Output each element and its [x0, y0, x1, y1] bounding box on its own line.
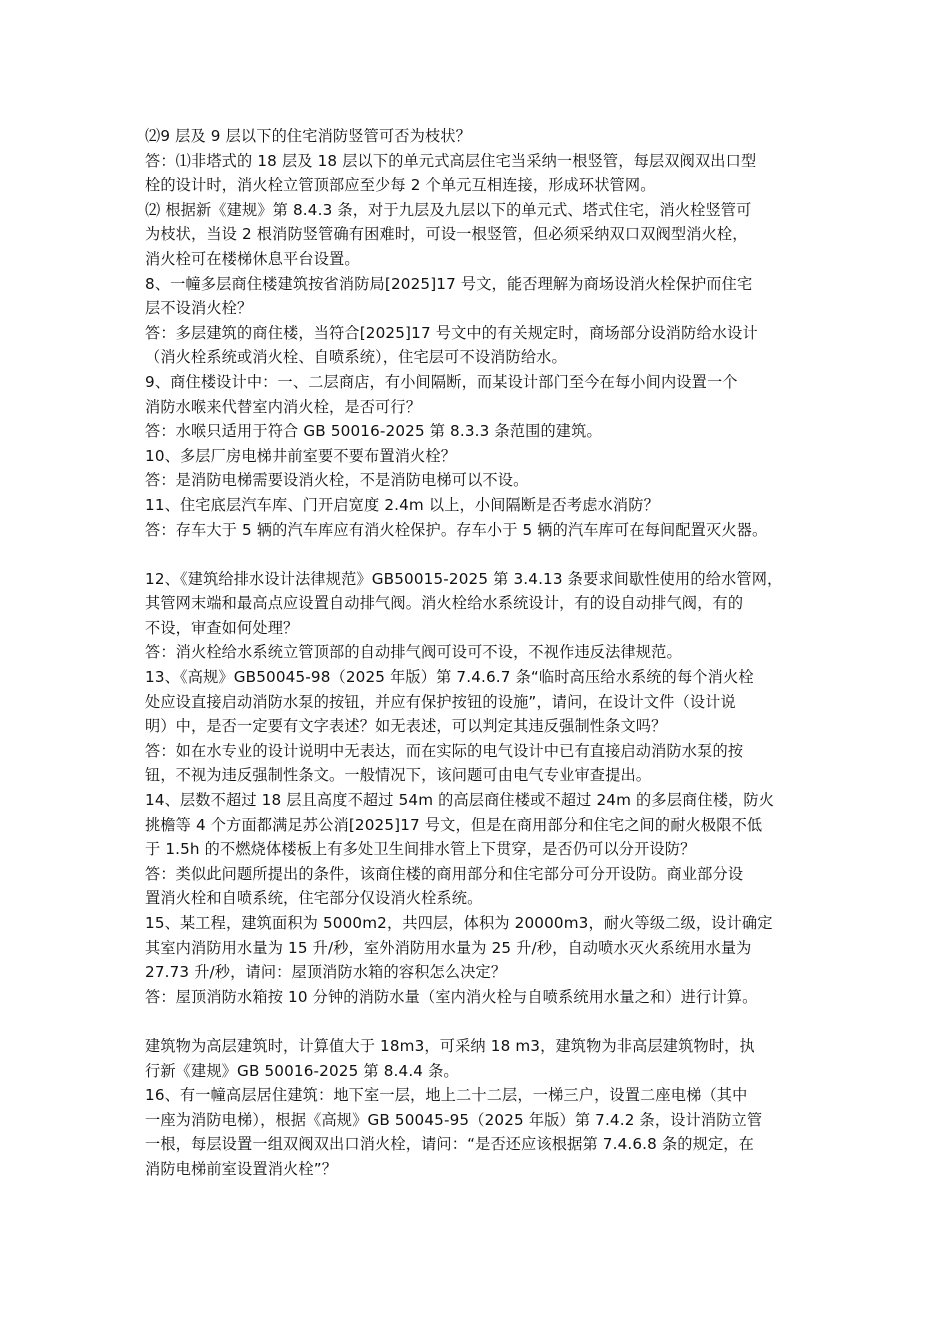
- answer-line: 答：水喉只适用于符合 GB 50016-2025 第 8.3.3 条范围的建筑。: [145, 422, 602, 441]
- text-line: 一根，每层设置一组双阀双出口消火栓，请问：“是否还应该根据第 7.4.6.8 条的规定，在: [145, 1135, 754, 1154]
- text-line: 挑檐等 4 个方面都满足苏公消[2025]17 号文，但是在商用部分和住宅之间的耐火极限不低: [145, 815, 763, 834]
- text-line: （消火栓系统或消火栓、自喷系统），住宅层可不设消防给水。: [145, 348, 567, 367]
- blank-line: [145, 1009, 825, 1034]
- text-line: 栓的设计时，消火栓立管顶部应至少每 2 个单元互相连接，形成环状管网。: [145, 176, 656, 195]
- text-line: 于 1.5h 的不燃烧体楼板上有多处卫生间排水管上下贯穿，是否仍可以分开设防？: [145, 840, 696, 859]
- text-line: 明）中，是否一定要有文字表述？如无表述，可以判定其违反强制性条文吗？: [145, 717, 667, 736]
- question-line: 9、商住楼设计中：一、二层商店，有小间隔断，而某设计部门至今在每小间内设置一个: [145, 372, 738, 391]
- text-line: 消防电梯前室设置消火栓”？: [145, 1159, 338, 1178]
- text-line: 置消火栓和自喷系统，住宅部分仅设消火栓系统。: [145, 889, 483, 908]
- question-line: 13、《高规》GB50045-98（2025 年版）第 7.4.6.7 条“临时高压给水系统的每个消火栓: [145, 668, 754, 687]
- text-line: ⑵9 层及 9 层以下的住宅消防竖管可否为枝状？: [145, 127, 471, 145]
- document-body: [145, 124, 825, 1182]
- text-line: ⑵ 根据新《建规》第 8.4.3 条，对于九层及九层以下的单元式、塔式住宅，消火栓竖管可: [145, 200, 752, 219]
- question-line: 12、《建筑给排水设计法律规范》GB50015-2025 第 3.4.13 条要求间歇性使用的给水管网，: [145, 569, 783, 588]
- answer-line: 答：如在水专业的设计说明中无表达，而在实际的电气设计中已有直接启动消防水泵的按: [145, 741, 744, 760]
- question-line: 15、某工程，建筑面积为 5000m2，共四层，体积为 20000m3，耐火等级二级，设计确定: [145, 914, 773, 932]
- answer-line: 答：是消防电梯需要设消火栓，不是消防电梯可以不设。: [145, 471, 529, 490]
- text-line: 钮，不视为违反强制性条文。一般情况下，该问题可由电气专业审查提出。: [145, 766, 652, 785]
- answer-line: 答：消火栓给水系统立管顶部的自动排气阀可设可不设，不视作违反法律规范。: [145, 643, 682, 662]
- text-line: 27.73 升/秒，请问：屋顶消防水箱的容积怎么决定？: [145, 963, 507, 982]
- text-line: 答：⑴非塔式的 18 层及 18 层以下的单元式高层住宅当采纳一根竖管，每层双阀双出口型: [145, 151, 757, 170]
- text-line: 其室内消防用水量为 15 升/秒，室外消防用水量为 25 升/秒，自动喷水灭火系统用水量为: [145, 938, 752, 957]
- answer-line: 答：多层建筑的商住楼，当符合[2025]17 号文中的有关规定时，商场部分设消防给水设计: [145, 323, 758, 342]
- text-line: 消火栓可在楼梯休息平台设置。: [145, 249, 360, 268]
- text-line: 行新《建规》GB 50016-2025 第 8.4.4 条。: [145, 1061, 459, 1080]
- blank-line: [145, 542, 825, 567]
- text-line: 建筑物为高层建筑时，计算值大于 18m3，可采纳 18 m3，建筑物为非高层建筑物时，执: [145, 1036, 755, 1055]
- question-line: 8、一幢多层商住楼建筑按省消防局[2025]17 号文，能否理解为商场设消火栓保护而住宅: [145, 274, 753, 293]
- answer-line: 答：存车大于 5 辆的汽车库应有消火栓保护。存车小于 5 辆的汽车库可在每间配置灭火器。: [145, 520, 768, 539]
- question-line: 14、层数不超过 18 层且高度不超过 54m 的高层商住楼或不超过 24m 的多层商住楼，防火: [145, 791, 775, 810]
- text-line: 为枝状，当设 2 根消防竖管确有困难时，可设一根竖管，但必须采纳双口双阀型消火栓，: [145, 225, 748, 244]
- text-line: 不设，审查如何处理？: [145, 618, 299, 637]
- text-line: 消防水喉来代替室内消火栓，是否可行？: [145, 397, 422, 416]
- text-line: 其管网末端和最高点应设置自动排气阀。消火栓给水系统设计，有的设自动排气阀，有的: [145, 594, 744, 613]
- text-line: 层不设消火栓？: [145, 299, 253, 318]
- question-line: 10、多层厂房电梯井前室要不要布置消火栓？: [145, 446, 457, 465]
- question-line: 16、有一幢高层居住建筑：地下室一层，地上二十二层，一梯三户，设置二座电梯（其中: [145, 1086, 748, 1105]
- text-line: 一座为消防电梯），根据《高规》GB 50045-95（2025 年版）第 7.4.2 条，设计消防立管: [145, 1110, 763, 1129]
- answer-line: 答：屋顶消防水箱按 10 分钟的消防水量（室内消火栓与自喷系统用水量之和）进行计算。: [145, 987, 758, 1006]
- answer-line: 答：类似此问题所提出的条件，该商住楼的商用部分和住宅部分可分开设防。商业部分设: [145, 864, 744, 883]
- text-line: 处应设直接启动消防水泵的按钮，并应有保护按钮的设施”，请问，在设计文件（设计说: [145, 692, 736, 711]
- question-line: 11、住宅底层汽车库、门开启宽度 2.4m 以上，小间隔断是否考虑水消防？: [145, 495, 659, 514]
